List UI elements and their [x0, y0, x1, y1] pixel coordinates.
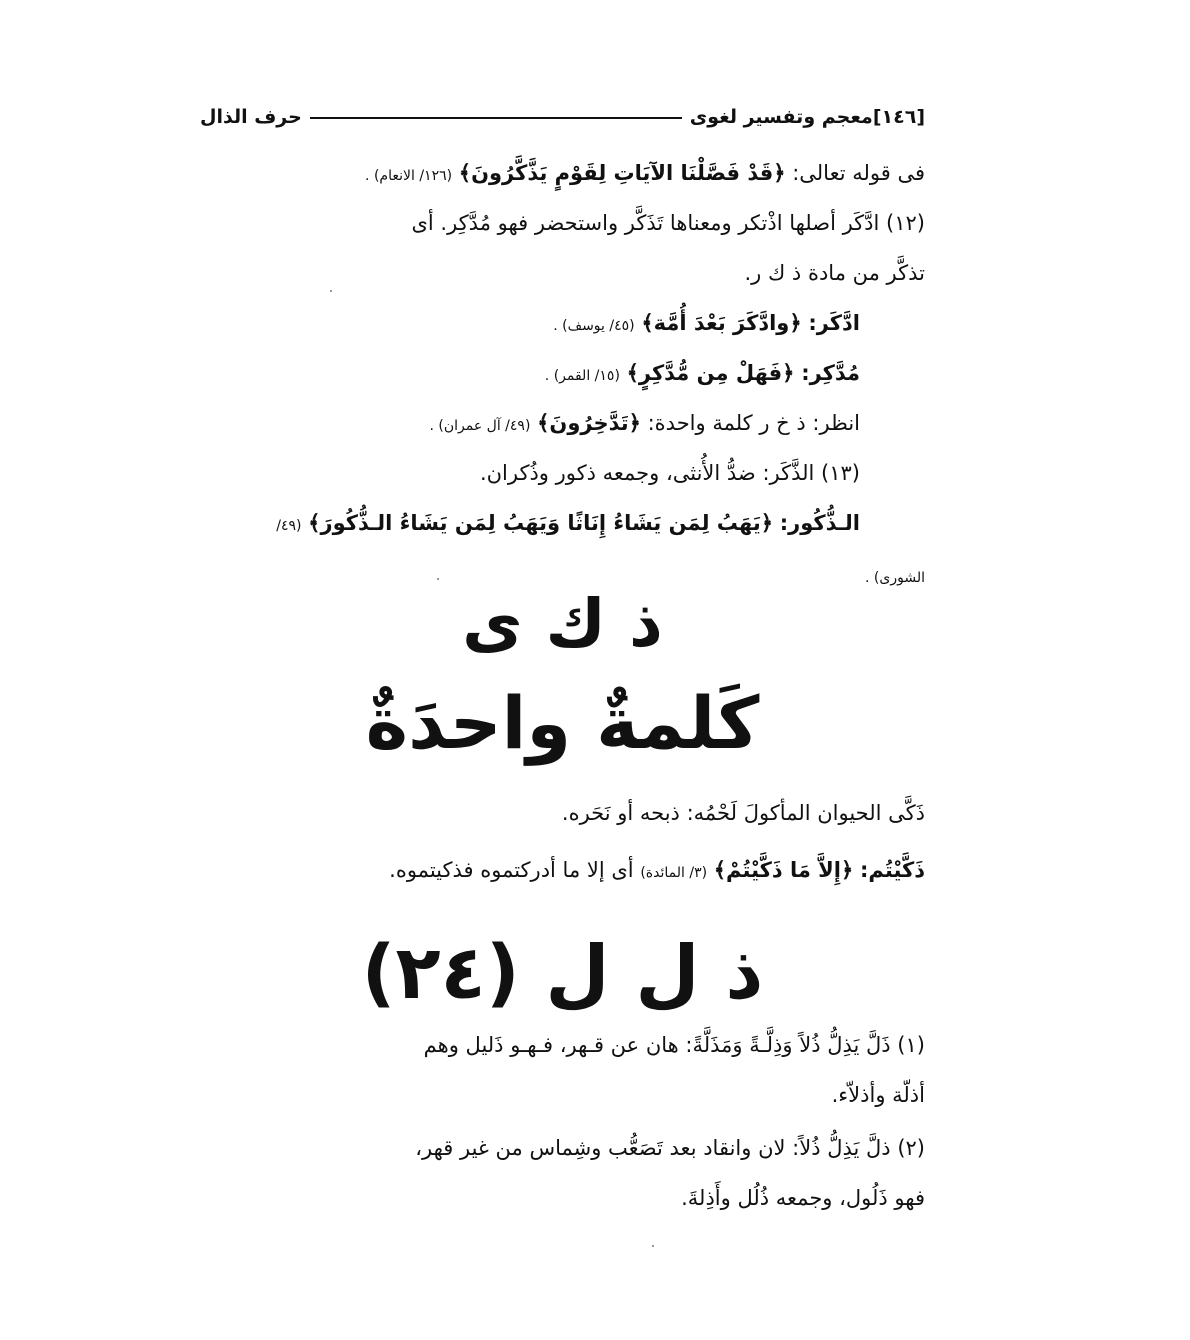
headword: مُدَّكِر: [801, 361, 860, 385]
intro-text: فى قوله تعالى: [792, 161, 925, 185]
quran-quote: ﴿فَهَلْ مِن مُّدَّكِرٍ﴾ [626, 361, 795, 385]
example-muddakir [545, 358, 860, 391]
header-rule [310, 117, 682, 119]
see-also-text: انظر: ذ خ ر كلمة واحدة: [647, 411, 860, 435]
quran-quote: ﴿تَدَّخِرُونَ﴾ [537, 411, 641, 435]
sense-12-line-2: تذكَّر من مادة ذ ك ر. [744, 261, 925, 285]
quran-quote: ﴿إِلاَّ مَا ذَكَّيْتُمْ﴾ [713, 858, 854, 882]
scan-speck [652, 1245, 654, 1247]
sense-1-line-1: (١) ذَلَّ يَذِلُّ ذُلاً وَذِلَّـةً وَمَذَلَّةً: هان عن قـهر، فـهـو ذَليل وهم [423, 1033, 925, 1057]
root-heading-dhky: ذ ك ى [462, 585, 663, 662]
verse-reference-continued: الشورى) . [865, 570, 925, 586]
sense-13: (١٣) الذَّكَر: ضدُّ الأُنثى، وجمعه ذكور وذُكران. [479, 461, 860, 485]
sense-2-line-1: (٢) ذلَّ يَذِلُّ ذُلاً: لان وانقاد بعد تَصَعُّب وشِماس من غير قهر، [415, 1136, 925, 1160]
sense-12-line-1: (١٢) ادَّكَر أصلها اذْتكر ومعناها تَذَكَّر واستحضر فهو مُدَّكِر. أى [411, 211, 925, 235]
scan-speck [437, 578, 439, 580]
example-dhakkaytum [389, 855, 925, 888]
definition-dhakka: ذَكَّى الحيوان المأكولَ لَحْمُه: ذبحه أو نَحَره. [561, 801, 925, 825]
verse-reference: (٤٩/ [276, 518, 302, 534]
quran-quote: ﴿يَهَبُ لِمَن يَشَاءُ إِنَاثًا وَيَهَبُ لِمَن يَشَاءُ الـذُّكُورَ﴾ [308, 511, 774, 535]
verse-reference: (٤٥/ يوسف) . [553, 318, 635, 334]
example-iddakar [553, 308, 860, 341]
scan-speck [330, 290, 332, 292]
root-heading-dhll: ذ ل ل (٢٤) [361, 930, 764, 1016]
cross-reference [430, 408, 861, 441]
sense-1-line-2: أذلّة وأذلاّء. [831, 1083, 925, 1107]
book-title: معجم وتفسير لغوى [689, 106, 873, 128]
running-header [200, 98, 925, 128]
page-number: [١٤٦] [872, 106, 925, 128]
headword: الـذُّكُور: [779, 511, 860, 535]
verse-reference: (٣/ المائدة) [640, 865, 708, 881]
headword: ذَكَّيْتُم: [860, 858, 925, 882]
verse-reference: (١٢٦/ الانعام) . [365, 168, 453, 184]
verse-reference: (١٥/ القمر) . [544, 368, 620, 384]
quran-quote: ﴿وادَّكَرَ بَعْدَ أُمَّة﴾ [641, 311, 802, 335]
verse-line [365, 158, 925, 191]
verse-reference: (٤٩/ آل عمران) . [429, 418, 531, 434]
quran-quote: ﴿قَدْ فَصَّلْنَا الآيَاتِ لِقَوْمٍ يَذَّكَّرُونَ﴾ [458, 161, 786, 185]
word-count-heading: كَلمةٌ واحدَةٌ [365, 681, 760, 765]
chapter-title: حرف الذال [200, 106, 302, 128]
example-dhukur [276, 508, 860, 541]
sense-2-line-2: فهو ذَلُول، وجمعه ذُلُل وأَذِلةَ. [681, 1186, 925, 1210]
headword: ادَّكَر: [808, 311, 860, 335]
explanation-text: أى إلا ما أدركتموه فذكيتموه. [389, 858, 634, 882]
